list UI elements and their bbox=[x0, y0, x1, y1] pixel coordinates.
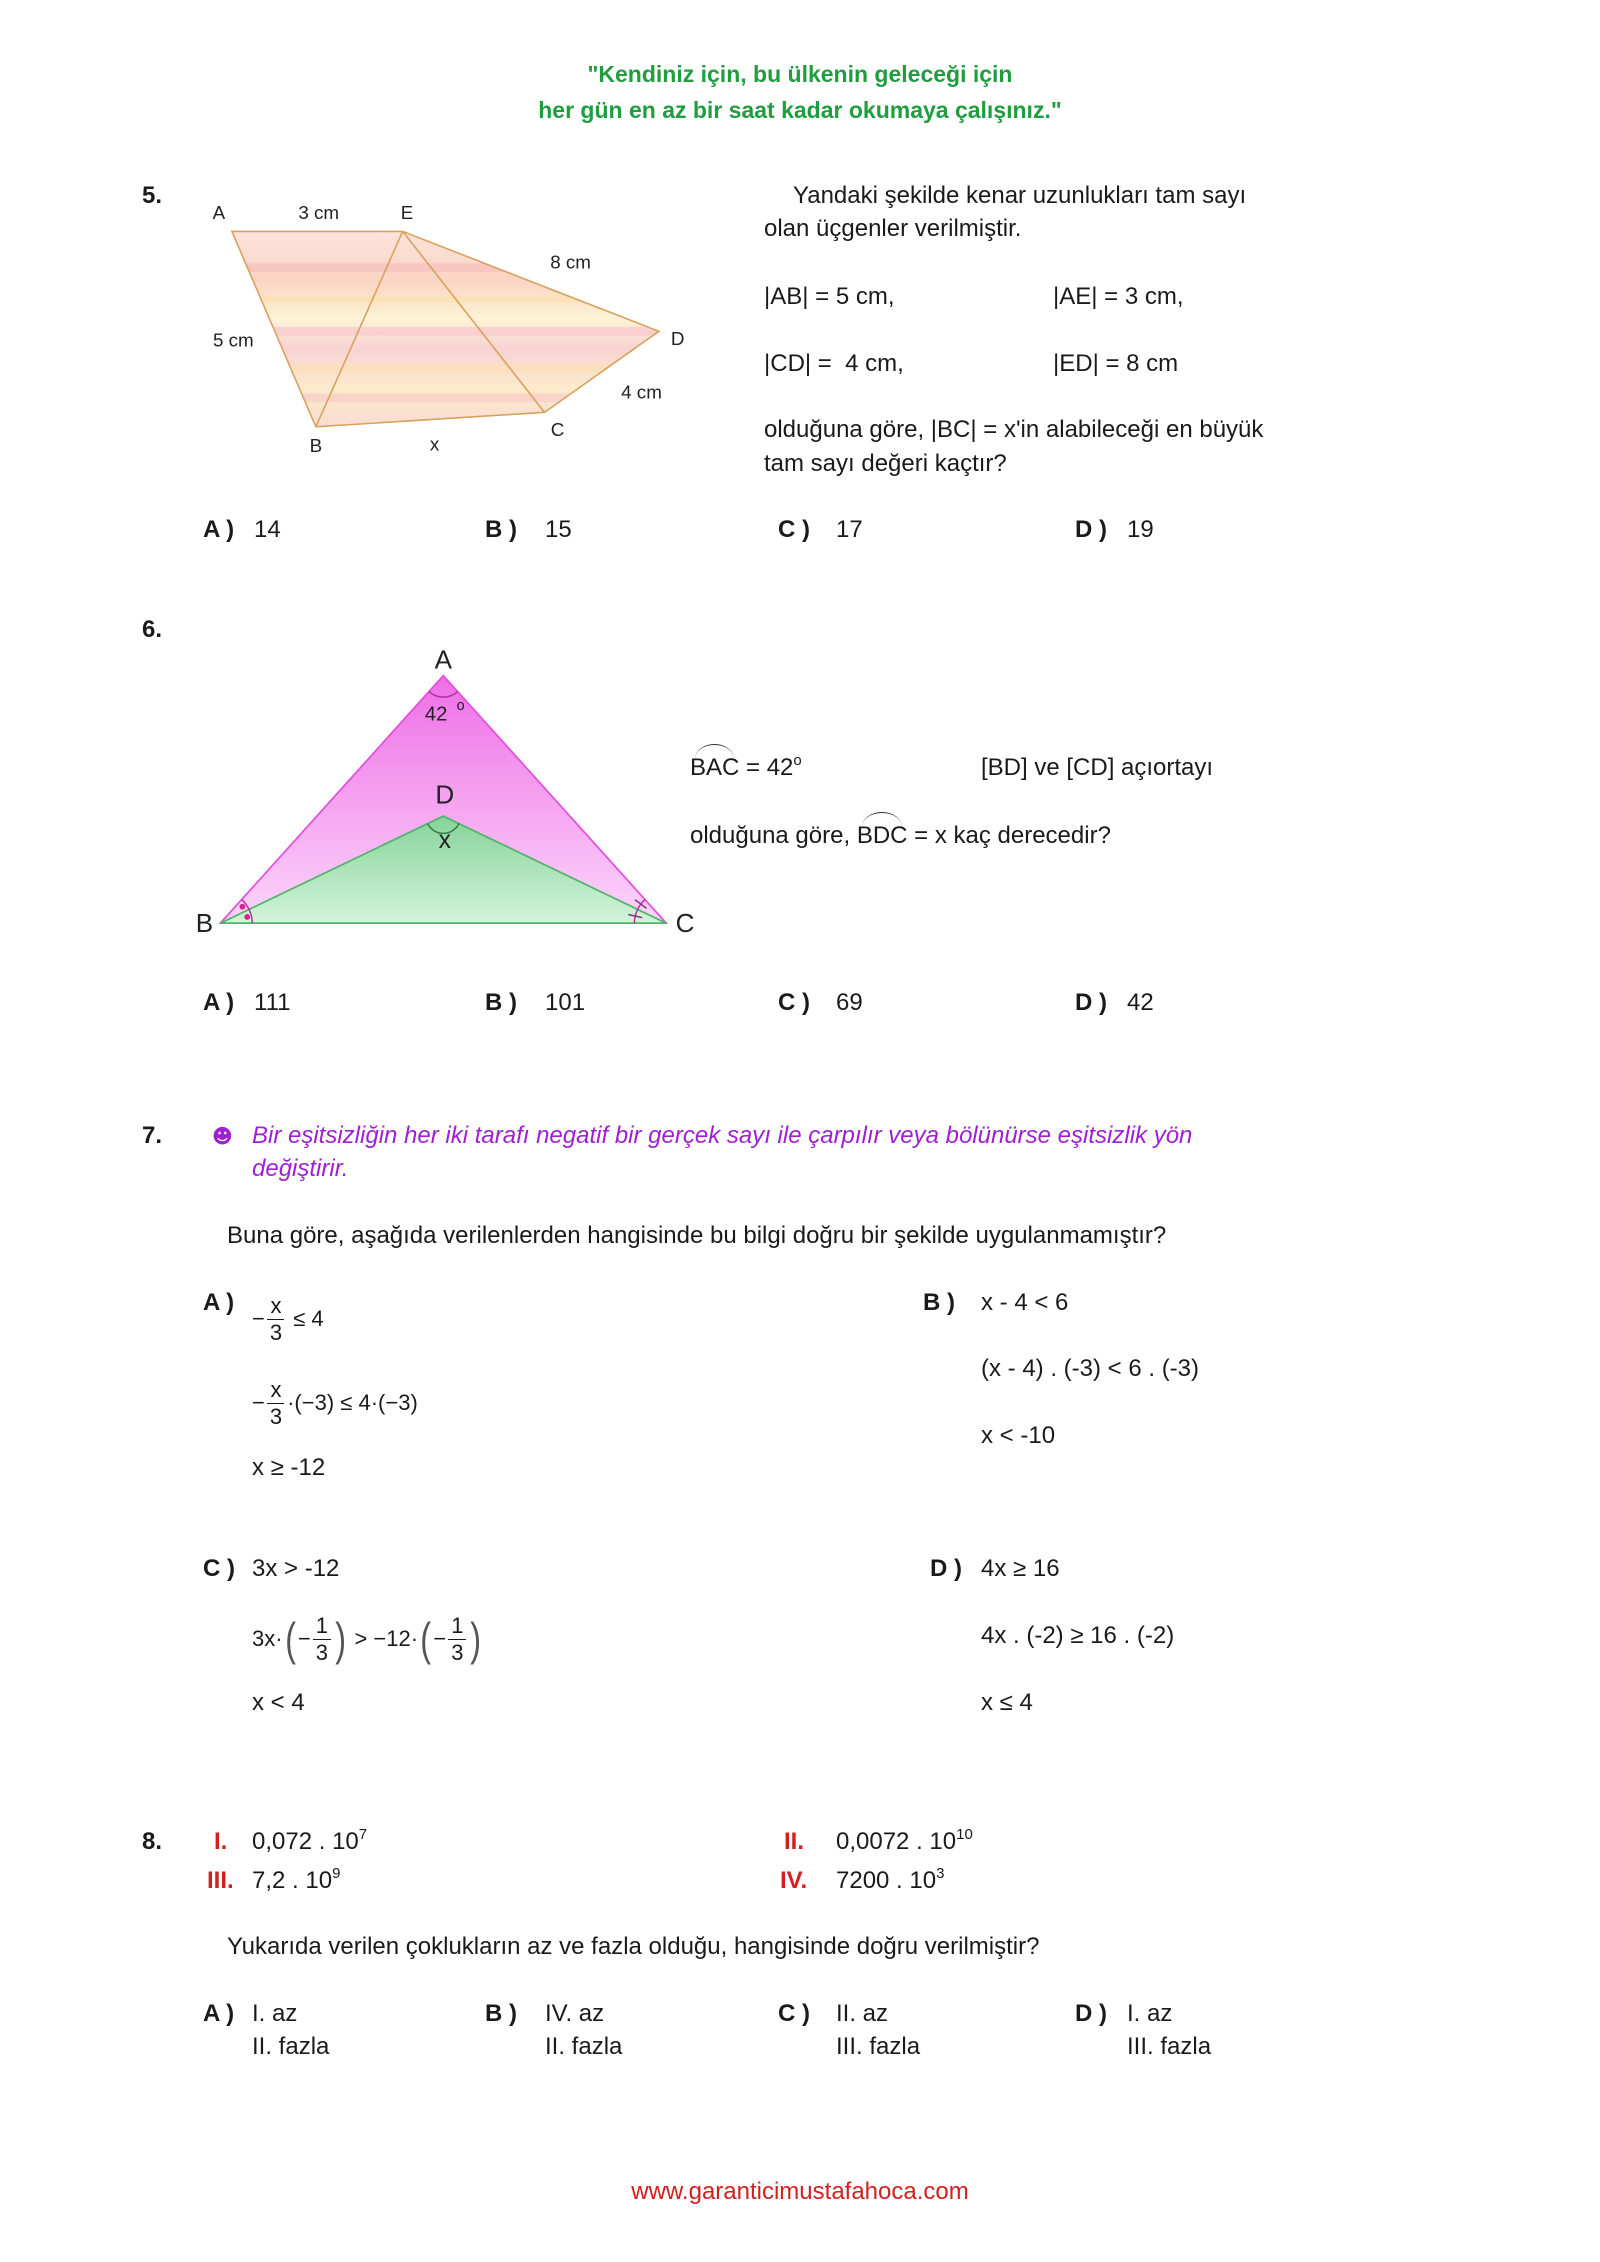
option-line-1: IV. az bbox=[545, 2000, 605, 2027]
option-line-2: III. fazla bbox=[1127, 2033, 1212, 2060]
angle-value: = 42 bbox=[739, 754, 794, 781]
given-cd: |CD| = 4 cm, bbox=[764, 350, 904, 377]
question-text: Yukarıda verilen çoklukların az ve fazla olduğu, hangisinde doğru verilmiştir? bbox=[227, 1933, 1040, 1960]
fraction bbox=[267, 1376, 285, 1429]
edge-label-ed: 8 cm bbox=[550, 251, 591, 273]
denominator: 3 bbox=[315, 1639, 328, 1665]
numerator: x bbox=[267, 1379, 284, 1404]
exponent: 7 bbox=[358, 1826, 368, 1843]
item-numeral: II. bbox=[784, 1828, 805, 1855]
question-text bbox=[690, 821, 1111, 851]
option-line-2: II. fazla bbox=[252, 2033, 330, 2060]
question-number: 6. bbox=[142, 616, 163, 643]
option-result: x < 4 bbox=[252, 1689, 305, 1716]
option-step-2 bbox=[252, 1611, 484, 1667]
exponent: 10 bbox=[956, 1826, 973, 1843]
rule-text-line-2: değiştirir. bbox=[252, 1155, 349, 1182]
expression-prefix: 3x· bbox=[252, 1626, 283, 1651]
option-value: 42 bbox=[1127, 989, 1154, 1016]
right-paren: ) bbox=[470, 1613, 482, 1665]
fraction bbox=[313, 1612, 331, 1665]
angle-a-degree: o bbox=[456, 698, 465, 715]
option-label: C ) bbox=[203, 1555, 235, 1582]
exponent: 9 bbox=[332, 1865, 341, 1882]
edge-label-cd: 4 cm bbox=[621, 381, 662, 403]
option-label: C ) bbox=[778, 516, 810, 543]
option-step-1: 3x > -12 bbox=[252, 1555, 340, 1582]
numerator: x bbox=[267, 1295, 284, 1320]
vertex-label-a: A bbox=[434, 644, 453, 675]
option-label: D ) bbox=[1075, 2000, 1107, 2027]
option-step-2: 4x . (-2) ≥ 16 . (-2) bbox=[981, 1622, 1175, 1649]
option-line-1: II. az bbox=[836, 2000, 889, 2027]
left-paren: ( bbox=[420, 1613, 432, 1665]
question-number: 5. bbox=[142, 182, 163, 209]
smiley-bullet-icon: ☻ bbox=[212, 1124, 233, 1148]
option-line-1: I. az bbox=[252, 2000, 298, 2027]
exponent: 3 bbox=[936, 1865, 945, 1882]
option-label: B ) bbox=[485, 516, 517, 543]
option-label: C ) bbox=[778, 989, 810, 1016]
minus-sign: − bbox=[252, 1390, 265, 1415]
edge-label-bc: x bbox=[429, 433, 440, 455]
option-value: 17 bbox=[836, 516, 863, 543]
question-text-line-1: olduğuna göre, |BC| = x'in alabileceği en büyük bbox=[764, 416, 1264, 443]
item-expression bbox=[252, 1866, 340, 1896]
item-expression bbox=[836, 1827, 973, 1857]
angle-b-mark-1 bbox=[244, 914, 250, 920]
angle-d-value: x bbox=[438, 827, 451, 855]
option-value: 14 bbox=[254, 516, 281, 543]
option-line-1: I. az bbox=[1127, 2000, 1173, 2027]
numerator: 1 bbox=[448, 1615, 466, 1640]
option-step-1: x - 4 < 6 bbox=[981, 1289, 1069, 1316]
option-label: B ) bbox=[485, 989, 517, 1016]
question-prefix: olduğuna göre, bbox=[690, 822, 857, 849]
edge-label-ae: 3 cm bbox=[298, 202, 340, 224]
minus-sign: − bbox=[252, 1306, 265, 1331]
angle-name: BDC bbox=[856, 822, 908, 849]
given-bisectors: [BD] ve [CD] açıortayı bbox=[981, 754, 1214, 781]
given-ab: |AB| = 5 cm, bbox=[764, 283, 895, 310]
question-text: Buna göre, aşağıda verilenlerden hangisinde bu bilgi doğru bir şekilde uygulanmamıştır? bbox=[227, 1222, 1167, 1249]
minus-sign: − bbox=[433, 1626, 447, 1651]
edge-label-ab: 5 cm bbox=[212, 329, 254, 351]
item-numeral: IV. bbox=[780, 1867, 808, 1894]
angle-b-mark-2 bbox=[240, 904, 246, 910]
question-number: 7. bbox=[142, 1122, 163, 1149]
item-numeral: I. bbox=[214, 1828, 228, 1855]
expression-base: 7,2 . 10 bbox=[252, 1867, 333, 1894]
option-value: 69 bbox=[836, 989, 863, 1016]
option-label: D ) bbox=[930, 1555, 962, 1582]
option-line-2: II. fazla bbox=[545, 2033, 623, 2060]
option-label: A ) bbox=[203, 2000, 235, 2027]
question-text-line-2: tam sayı değeri kaçtır? bbox=[764, 450, 1007, 477]
angle-name: BAC bbox=[690, 754, 740, 781]
option-label: A ) bbox=[203, 516, 235, 543]
angle-a-value: 42 bbox=[424, 703, 448, 726]
option-result: x < -10 bbox=[981, 1422, 1056, 1449]
option-label: A ) bbox=[203, 1289, 235, 1316]
degree-sign: o bbox=[793, 752, 802, 769]
denominator: 3 bbox=[451, 1639, 464, 1665]
question-number: 8. bbox=[142, 1828, 163, 1855]
left-paren: ( bbox=[284, 1613, 296, 1665]
vertex-label-b: B bbox=[309, 435, 323, 457]
option-step-1: 4x ≥ 16 bbox=[981, 1555, 1060, 1582]
expression-base: 7200 . 10 bbox=[836, 1867, 937, 1894]
option-label: B ) bbox=[923, 1289, 955, 1316]
option-step-2: (x - 4) . (-3) < 6 . (-3) bbox=[981, 1355, 1200, 1382]
rule-text-line-1: Bir eşitsizliğin her iki tarafı negatif bir gerçek sayı ile çarpılır veya bölünürse eşitsizlik yön bbox=[252, 1122, 1193, 1149]
option-value: 19 bbox=[1127, 516, 1154, 543]
footer-website: www.garanticimustafahoca.com bbox=[631, 2178, 969, 2205]
question-suffix: = x kaç derecedir? bbox=[907, 822, 1111, 849]
triangle-bisector-figure bbox=[181, 638, 710, 942]
vertex-label-b: B bbox=[195, 908, 214, 939]
vertex-label-d: D bbox=[670, 328, 685, 350]
option-step-2 bbox=[252, 1376, 418, 1429]
expression-rest: ≤ 4 bbox=[287, 1306, 324, 1331]
vertex-label-c: C bbox=[675, 908, 695, 939]
expression-middle: > −12· bbox=[348, 1626, 419, 1651]
question-intro-line-1: Yandaki şekilde kenar uzunlukları tam sayı bbox=[793, 182, 1247, 209]
option-line-2: III. fazla bbox=[836, 2033, 921, 2060]
fraction bbox=[448, 1612, 466, 1665]
option-value: 15 bbox=[545, 516, 572, 543]
option-label: D ) bbox=[1075, 989, 1107, 1016]
item-expression bbox=[836, 1866, 944, 1896]
vertex-label-a: A bbox=[212, 202, 226, 224]
expression-base: 0,072 . 10 bbox=[252, 1828, 359, 1855]
option-value: 101 bbox=[545, 989, 586, 1016]
given-angle-bac bbox=[690, 753, 802, 783]
option-value: 111 bbox=[254, 989, 291, 1016]
quadrilateral-figure bbox=[188, 188, 710, 463]
expression-base: 0,0072 . 10 bbox=[836, 1828, 957, 1855]
right-paren: ) bbox=[335, 1613, 347, 1665]
minus-sign: − bbox=[297, 1626, 311, 1651]
motto-line-1: "Kendiniz için, bu ülkenin geleceği için bbox=[587, 61, 1013, 87]
expression-rest: ·(−3) ≤ 4·(−3) bbox=[287, 1390, 418, 1415]
vertex-label-c: C bbox=[550, 419, 565, 441]
given-ed: |ED| = 8 cm bbox=[1053, 350, 1179, 377]
option-label: D ) bbox=[1075, 516, 1107, 543]
question-intro-line-2: olan üçgenler verilmiştir. bbox=[764, 215, 1022, 242]
vertex-label-e: E bbox=[400, 202, 414, 224]
denominator: 3 bbox=[269, 1319, 283, 1345]
motto-line-2: her gün en az bir saat kadar okumaya çalışınız." bbox=[538, 97, 1062, 123]
option-label: A ) bbox=[203, 989, 235, 1016]
option-label: B ) bbox=[485, 2000, 517, 2027]
option-result: x ≥ -12 bbox=[252, 1454, 326, 1481]
option-label: C ) bbox=[778, 2000, 810, 2027]
denominator: 3 bbox=[269, 1403, 283, 1429]
option-result: x ≤ 4 bbox=[981, 1689, 1033, 1716]
option-step-1 bbox=[252, 1292, 324, 1345]
vertex-label-d: D bbox=[435, 779, 455, 810]
fraction bbox=[267, 1292, 285, 1345]
given-ae: |AE| = 3 cm, bbox=[1053, 283, 1184, 310]
numerator: 1 bbox=[313, 1615, 331, 1640]
item-expression bbox=[252, 1827, 367, 1857]
item-numeral: III. bbox=[207, 1867, 234, 1894]
